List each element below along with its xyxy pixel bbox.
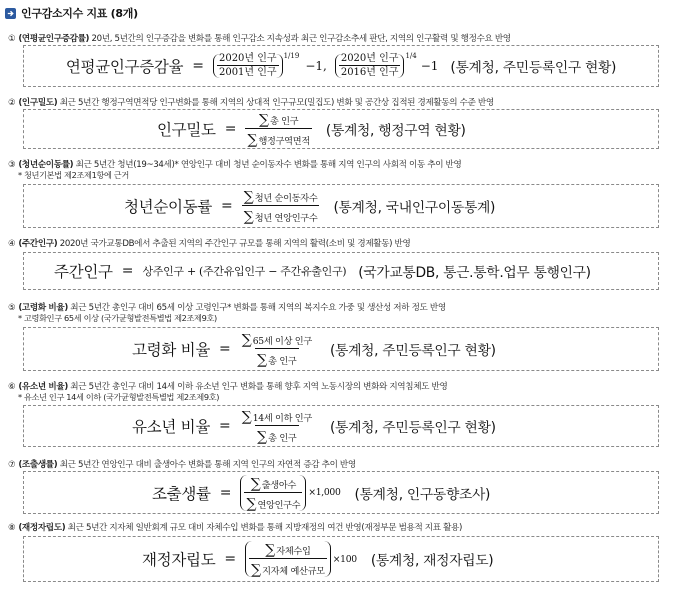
section-header: [5, 5, 138, 21]
formula-fraction: $\frac{\text{∑출생아수}}{\text{∑연앙인구수}}$: [246, 475, 301, 512]
formula-lhs: 고령화 비율: [132, 341, 210, 359]
arrow-bullet-icon: [5, 8, 16, 19]
formula-multiplier: ×100: [332, 553, 357, 565]
indicator-8-description: ⑧ (재정자립도) 최근 5년간 지자체 일반회계 규모 대비 자체수입 변화를 통해 지방재정의 여건 반영(재정부문 범용적 지표 활용): [8, 523, 463, 533]
formula-source: (통계청, 국내인구이동통계): [333, 200, 496, 216]
ratio-2020-2016: $\frac{\text{2020년 인구}}{\text{2016년 인구}}$: [335, 54, 405, 78]
formula-source: (통계청, 행정구역 현황): [325, 123, 466, 139]
indicator-3-note: * 청년기본법 제2조제1항에 근거: [18, 170, 129, 180]
indicator-3-description: ③ (청년순이동률) 최근 5년간 청년(19~34세)* 연앙인구 대비 청년 순이동자수 변화를 통해 지역 인구의 사회적 이동 추이 반영: [8, 160, 462, 170]
formula-fraction: $\frac{\text{∑총 인구}}{\text{∑행정구역면적}}$: [247, 112, 310, 148]
formula-source: (통계청, 주민등록인구 현황): [450, 60, 617, 76]
indicator-7-description: ⑦ (조출생률) 최근 5년간 연앙인구 대비 출생아수 변화를 통해 지역 인구의 자연적 증감 추이 반영: [8, 460, 356, 470]
indicator-6-description: ⑥ (유소년 비율) 최근 5년간 총인구 대비 14세 이하 유소년 인구 변화를 통해 향후 지역 노동시장의 변화와 지역침체도 반영: [8, 382, 448, 392]
formula-lhs: 청년순이동률: [124, 198, 213, 216]
formula-lhs: 조출생률: [152, 484, 211, 503]
indicator-1-description: ① (연평균인구증감률) 20년, 5년간의 인구증감을 변화를 통해 인구감소 지속성과 최근 인구감소추세 판단, 지역의 인구활력 및 행정수요 반영: [8, 34, 511, 44]
indicator-5-description: ⑤ (고령화 비율) 최근 5년간 총인구 대비 65세 이상 고령인구* 변화를 통해 지역의 복지수요 가중 및 생산성 저하 정도 반영: [8, 303, 446, 313]
formula-box-8: 재정자립도 = $\frac{\text{∑자체수입}}{\text{∑지자체 예산규모}}$ ×100 (통계청, 재정자립도): [23, 536, 659, 582]
formula-fraction: $\frac{\text{∑자체수입}}{\text{∑지자체 예산규모}}$: [251, 542, 325, 578]
formula-lhs: 유소년 비율: [132, 418, 210, 436]
formula-box-6: 유소년 비율 = $\frac{\text{∑14세 이하 인구}}{\text{∑총 인구}}$ (통계청, 주민등록인구 현황): [23, 405, 659, 447]
formula-lhs: 연평균인구증감율: [65, 58, 184, 76]
formula-box-3: 청년순이동률 = $\frac{\text{∑청년 순이동자수}}{\text{∑청년 연앙인구수}}$ (통계청, 국내인구이동통계): [23, 184, 659, 228]
indicator-4-description: ④ (주간인구) 2020년 국가교통DB에서 추출된 지역의 주간인구 규모를 통해 지역의 활력(소비 및 경제활동) 반영: [8, 239, 411, 249]
formula-box-2: 인구밀도 = $\frac{\text{∑총 인구}}{\text{∑행정구역면적}}$ (통계청, 행정구역 현황): [23, 109, 659, 149]
formula-source: (통계청, 주민등록인구 현황): [329, 420, 496, 436]
indicator-5-note: * 고령화인구 65세 이상 (국가균형발전특별법 제2조제9호): [18, 313, 217, 323]
formula-box-1: 연평균인구증감율 = $\frac{\text{2020년 인구}}{\text{2001년 인구}}$ 1/19 −1, $\frac{\text{2020년 인구}}{\text{2016년 인구}}$ 1/4 −1 (통계청, 주민등록인구 현황): [23, 45, 659, 87]
formula-source: (통계청, 주민등록인구 현황): [329, 343, 496, 359]
formula-source: (통계청, 재정자립도): [370, 553, 494, 569]
formula-source: (국가교통DB, 통근.통학.업무 통행인구): [358, 265, 591, 281]
indicator-6-note: * 유소년 인구 14세 이하 (국가균형발전특별법 제2조제9호): [18, 392, 220, 402]
formula-box-5: 고령화 비율 = $\frac{\text{∑65세 이상 인구}}{\text{∑총 인구}}$ (통계청, 주민등록인구 현황): [23, 327, 659, 371]
formula-fraction: $\frac{\text{∑청년 순이동자수}}{\text{∑청년 연앙인구수}}$: [243, 189, 318, 225]
page-title: 인구감소지수 지표 (8개): [21, 7, 138, 20]
formula-lhs: 인구밀도: [157, 121, 216, 139]
formula-box-4: 주간인구 = 상주인구 + (주간유입인구 − 주간유출인구) (국가교통DB, 통근.통학.업무 통행인구): [23, 252, 659, 290]
formula-expression: 상주인구 + (주간유입인구 − 주간유출인구): [142, 265, 347, 278]
formula-multiplier: ×1,000: [308, 487, 341, 498]
formula-fraction: $\frac{\text{∑14세 이하 인구}}{\text{∑총 인구}}$: [241, 409, 312, 445]
formula-lhs: 재정자립도: [142, 551, 216, 569]
formula-source: (통계청, 인구동향조사): [354, 486, 491, 503]
formula-fraction: $\frac{\text{∑65세 이상 인구}}{\text{∑총 인구}}$: [241, 332, 312, 368]
indicator-2-description: ② (인구밀도) 최근 5년간 행정구역면적당 인구변화를 통해 지역의 상대적 인구규모(밀집도) 변화 및 공간상 집적된 경제활동의 수준 반영: [8, 98, 494, 108]
formula-lhs: 주간인구: [54, 263, 113, 281]
ratio-2020-2001: $\frac{\text{2020년 인구}}{\text{2001년 인구}}$: [213, 54, 283, 78]
formula-box-7: 조출생률 = $\frac{\text{∑출생아수}}{\text{∑연앙인구수}}$ ×1,000 (통계청, 인구동향조사): [23, 471, 659, 514]
